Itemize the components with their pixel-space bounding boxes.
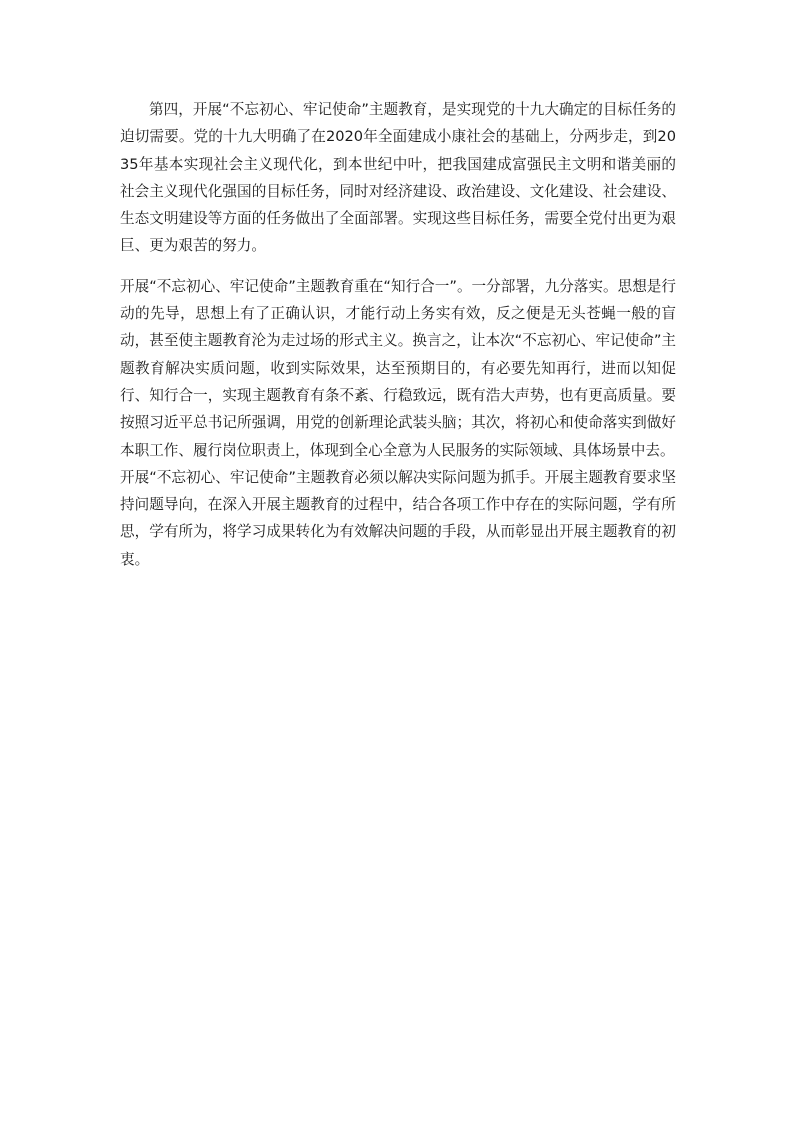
document-page: [120, 96, 676, 573]
paragraph-problem-solving: 开展“不忘初心、牢记使命”主题教育必须以解决实际问题为抓手。开展主题教育要求坚持问题导向，在深入开展主题教育的过程中，结合各项工作中存在的实际问题，学有所思，学有所为，将学习成果转化为有效解决问题的手段，从而彰显出开展主题教育的初衷。: [120, 468, 676, 568]
paragraph-goals: 第四，开展“不忘初心、牢记使命”主题教育，是实现党的十九大确定的目标任务的迫切需要。党的十九大明确了在2020年全面建成小康社会的基础上，分两步走，到2035年基本实现社会主义现代化，到本世纪中叶，把我国建成富强民主文明和谐美丽的社会主义现代化强国的目标任务，同时对经济建设、政治建设、文化建设、社会建设、生态文明建设等方面的任务做出了全面部署。实现这些目标任务，需要全党付出更为艰巨、更为艰苦的努力。: [120, 101, 676, 255]
paragraph-unity-of-knowledge-and-action: 开展“不忘初心、牢记使命”主题教育重在“知行合一”。一分部署，九分落实。思想是行动的先导，思想上有了正确认识，才能行动上务实有效，反之便是无头苍蝇一般的盲动，甚至使主题教育沦为走过场的形式主义。换言之，让本次“不忘初心、牢记使命”主题教育解决实质问题，收到实际效果，达至预期目的，有必要先知再行，进而以知促行、知行合一，实现主题教育有条不紊、行稳致远，既有浩大声势，也有更高质量。要按照习近平总书记所强调，用党的创新理论武装头脑；其次，将初心和使命落实到做好本职工作、履行岗位职责上，体现到全心全意为人民服务的实际领域、具体场景中去。: [120, 277, 676, 459]
